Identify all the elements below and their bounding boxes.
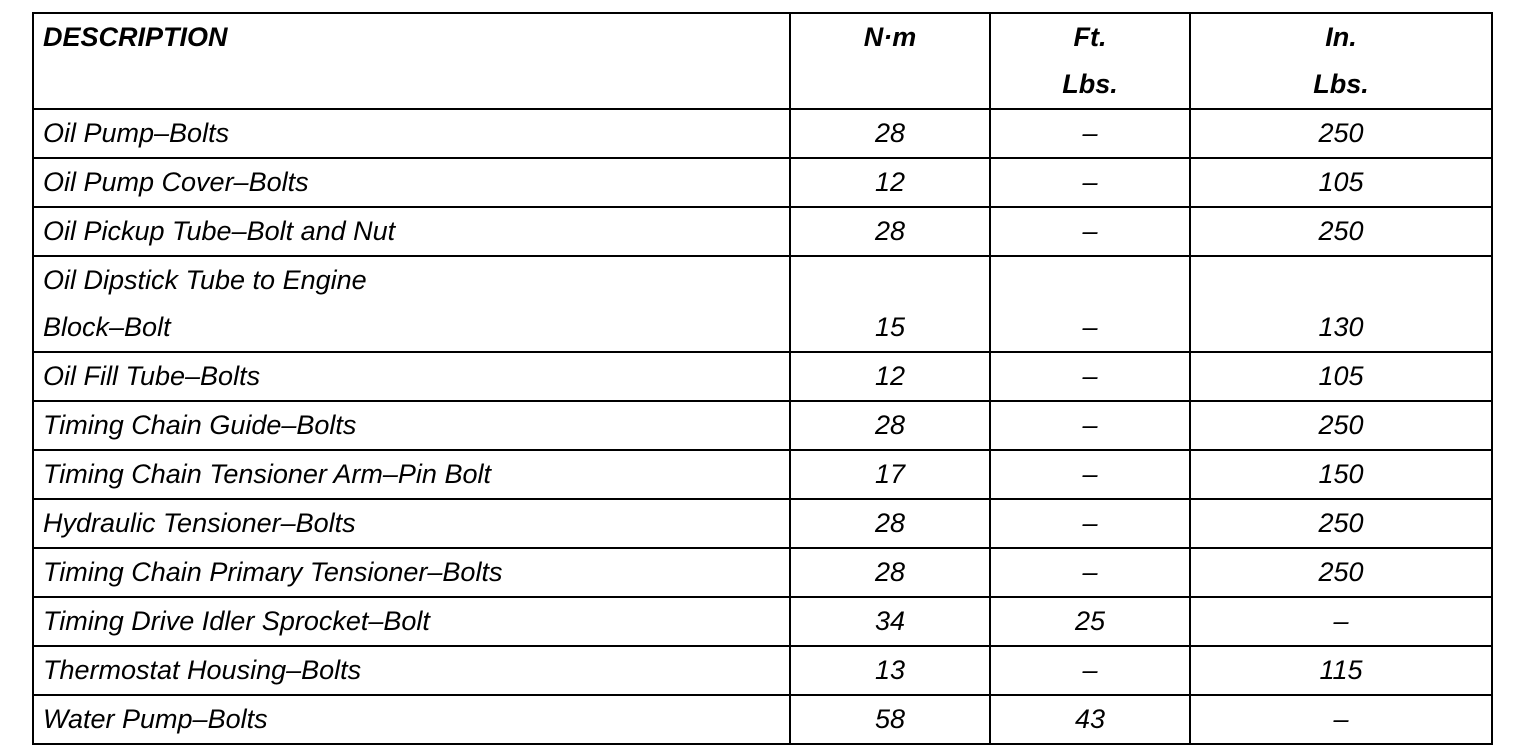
cell-description: Water Pump–Bolts [33, 695, 790, 744]
header-description: DESCRIPTION [33, 13, 790, 109]
cell-description: Timing Chain Guide–Bolts [33, 401, 790, 450]
cell-in-lbs: 250 [1190, 207, 1492, 256]
cell-description: Timing Chain Primary Tensioner–Bolts [33, 548, 790, 597]
cell-ft-lbs: – [990, 548, 1190, 597]
cell-ft-lbs: 43 [990, 695, 1190, 744]
table-row [33, 256, 1492, 352]
table-row [33, 548, 1492, 597]
cell-ft-lbs: – [990, 352, 1190, 401]
table-header [33, 13, 1492, 109]
header-ft-lbs: Ft. Lbs. [990, 13, 1190, 109]
cell-description: Oil Pump–Bolts [33, 109, 790, 158]
cell-nm: 58 [790, 695, 990, 744]
table-row [33, 597, 1492, 646]
cell-description: Timing Chain Tensioner Arm–Pin Bolt [33, 450, 790, 499]
table-row [33, 401, 1492, 450]
cell-nm: 13 [790, 646, 990, 695]
cell-ft-lbs: – [990, 499, 1190, 548]
cell-in-lbs: 250 [1190, 548, 1492, 597]
cell-nm: 34 [790, 597, 990, 646]
cell-description: Oil Pickup Tube–Bolt and Nut [33, 207, 790, 256]
header-nm: N·m [790, 13, 990, 109]
cell-description: Oil Pump Cover–Bolts [33, 158, 790, 207]
table-row [33, 207, 1492, 256]
cell-description: Timing Drive Idler Sprocket–Bolt [33, 597, 790, 646]
cell-ft-lbs: – [990, 158, 1190, 207]
cell-description: Hydraulic Tensioner–Bolts [33, 499, 790, 548]
cell-ft-lbs: – [990, 646, 1190, 695]
table-row [33, 158, 1492, 207]
cell-description: Thermostat Housing–Bolts [33, 646, 790, 695]
cell-in-lbs: 105 [1190, 352, 1492, 401]
header-row [33, 13, 1492, 109]
cell-in-lbs: – [1190, 597, 1492, 646]
cell-in-lbs: 250 [1190, 109, 1492, 158]
cell-nm: 28 [790, 109, 990, 158]
table-row [33, 499, 1492, 548]
cell-ft-lbs: – [990, 450, 1190, 499]
cell-in-lbs: 115 [1190, 646, 1492, 695]
cell-description: Oil Fill Tube–Bolts [33, 352, 790, 401]
header-in-lbs: In. Lbs. [1190, 13, 1492, 109]
table-row [33, 695, 1492, 744]
cell-in-lbs: – [1190, 695, 1492, 744]
cell-in-lbs: 250 [1190, 499, 1492, 548]
cell-in-lbs: 130 [1190, 256, 1492, 352]
cell-nm: 28 [790, 401, 990, 450]
table-row [33, 450, 1492, 499]
table-row [33, 646, 1492, 695]
cell-ft-lbs: – [990, 401, 1190, 450]
cell-nm: 12 [790, 158, 990, 207]
cell-nm: 17 [790, 450, 990, 499]
cell-ft-lbs: – [990, 207, 1190, 256]
cell-description: Oil Dipstick Tube to Engine Block–Bolt [33, 256, 790, 352]
cell-ft-lbs: – [990, 109, 1190, 158]
cell-in-lbs: 150 [1190, 450, 1492, 499]
cell-ft-lbs: 25 [990, 597, 1190, 646]
table-body [33, 109, 1492, 744]
table-row [33, 109, 1492, 158]
table-row [33, 352, 1492, 401]
torque-spec-table [32, 12, 1493, 745]
cell-nm: 28 [790, 499, 990, 548]
cell-nm: 15 [790, 256, 990, 352]
cell-nm: 28 [790, 207, 990, 256]
cell-in-lbs: 105 [1190, 158, 1492, 207]
cell-in-lbs: 250 [1190, 401, 1492, 450]
cell-nm: 28 [790, 548, 990, 597]
cell-ft-lbs: – [990, 256, 1190, 352]
cell-nm: 12 [790, 352, 990, 401]
